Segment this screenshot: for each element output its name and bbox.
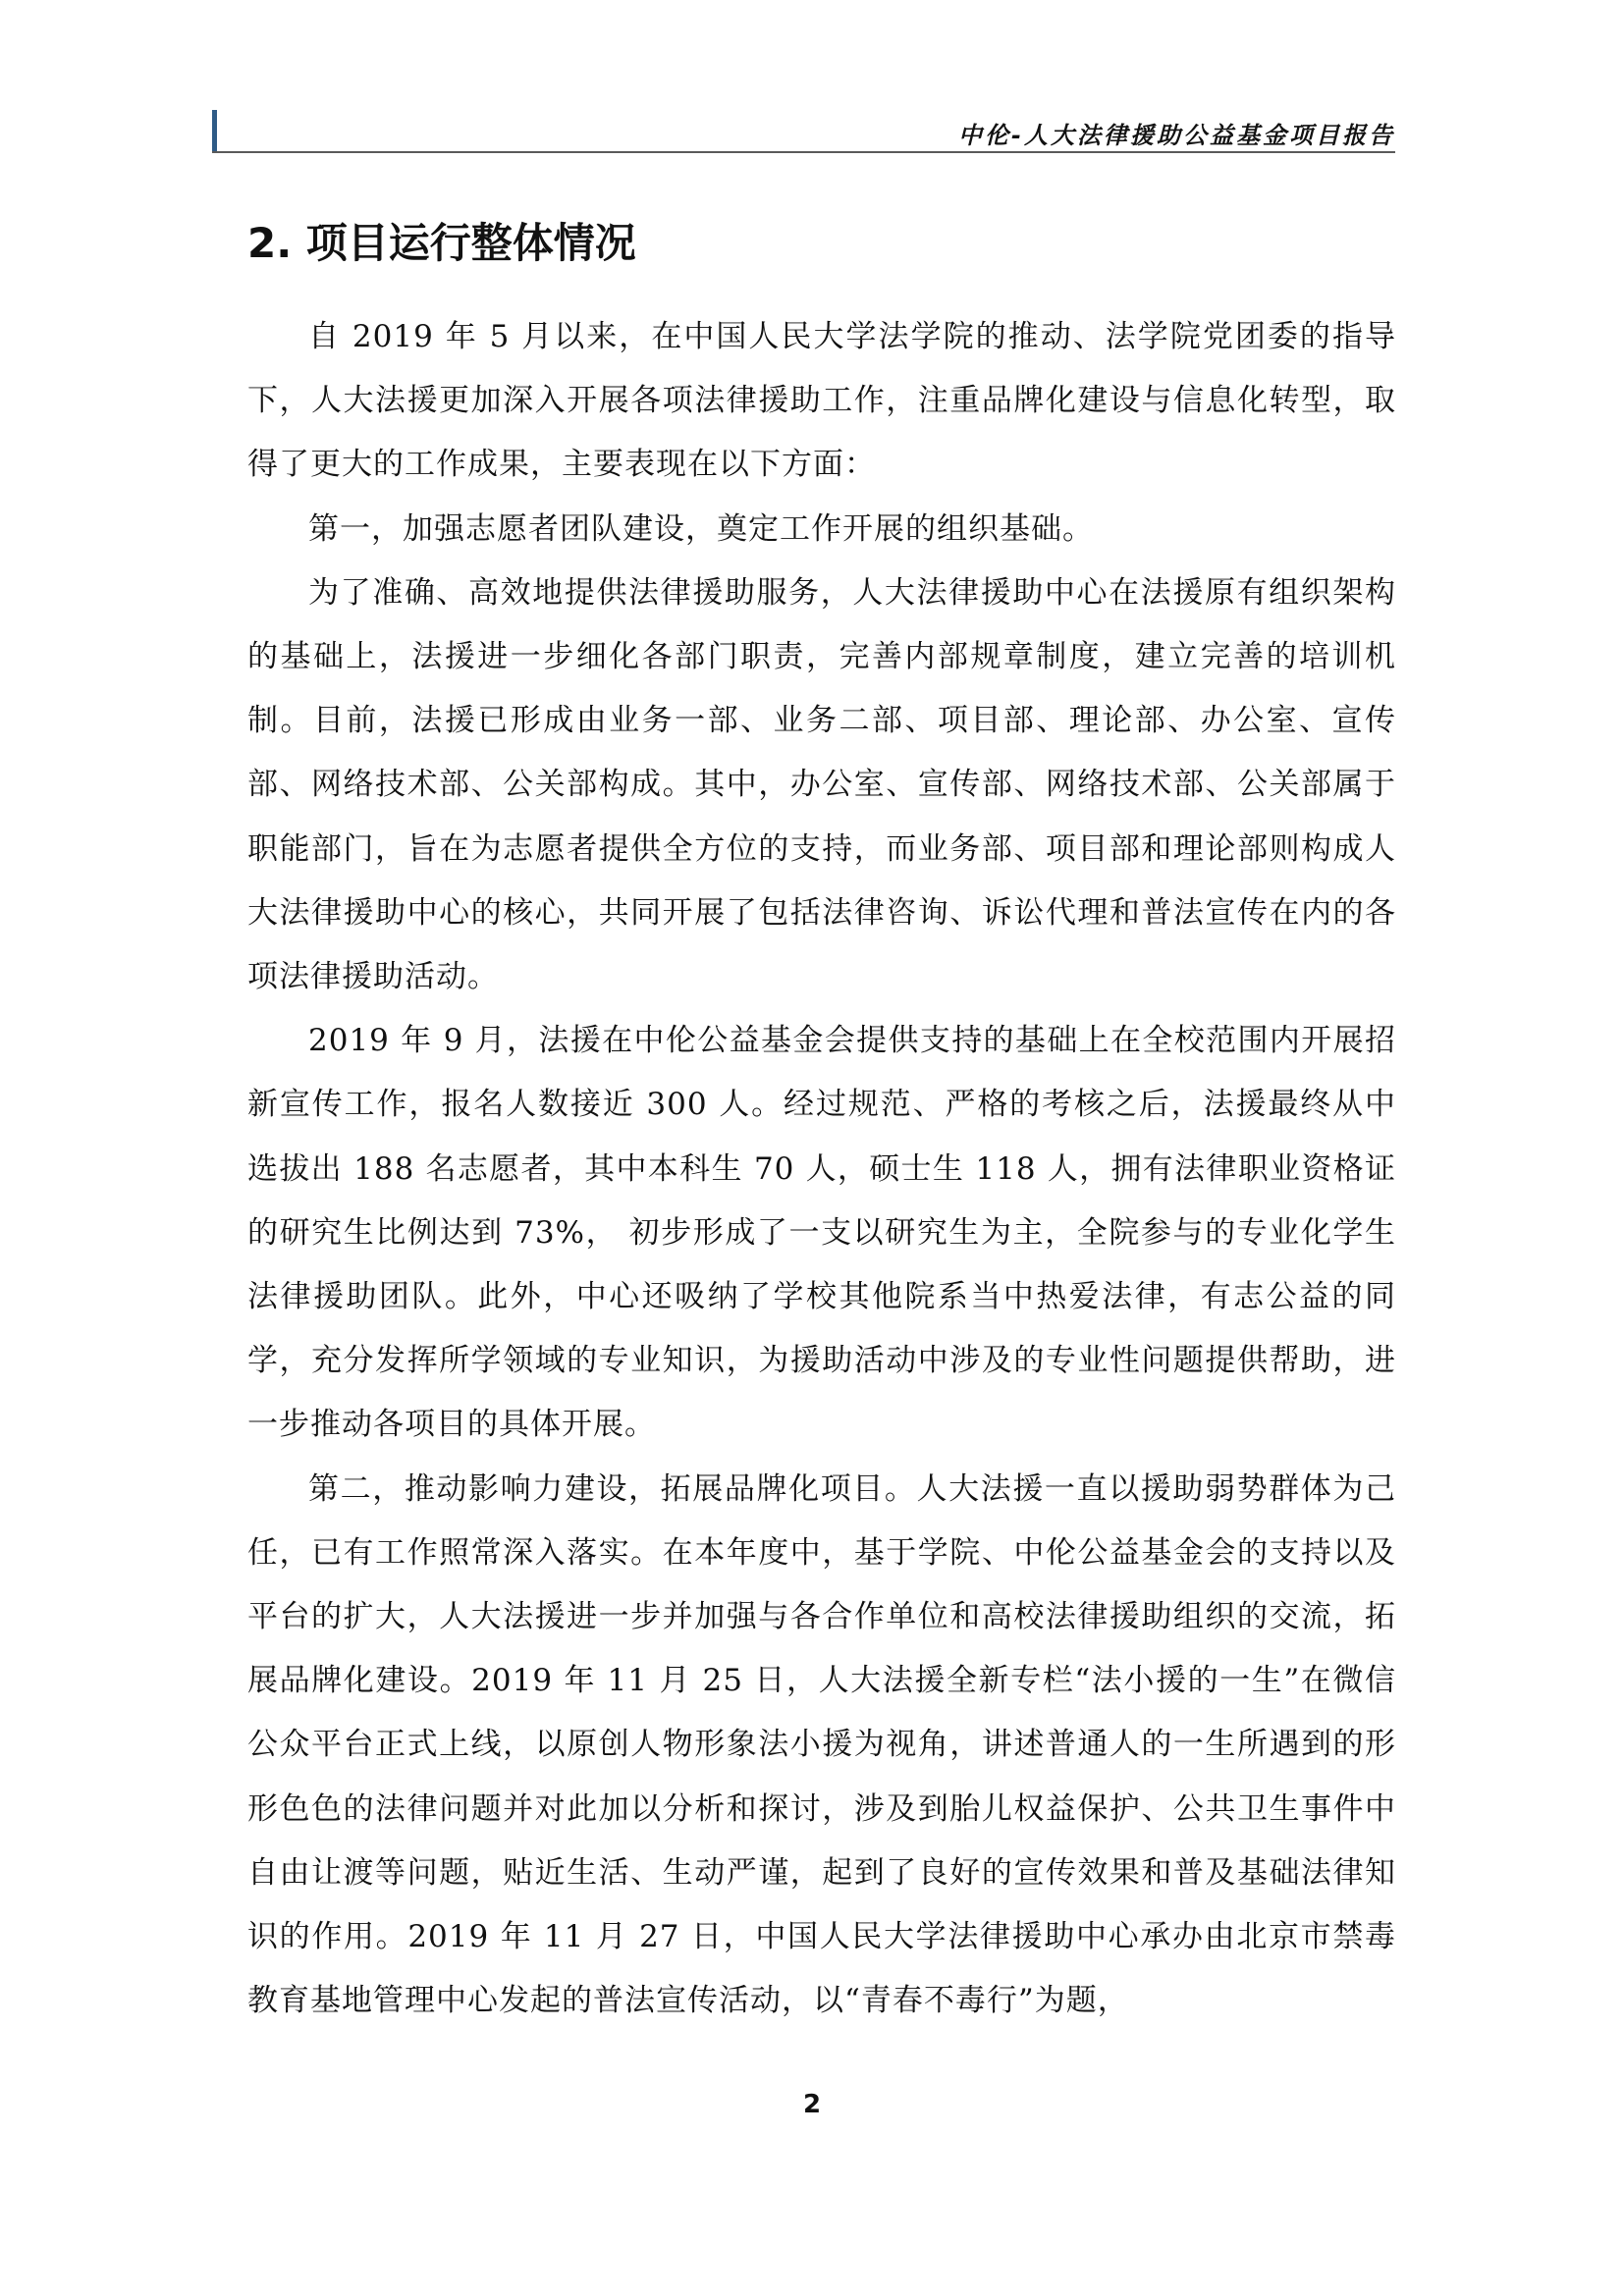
- paragraph-intro: 自 2019 年 5 月以来，在中国人民大学法学院的推动、法学院党团委的指导下，人大法援更加深入开展各项法律援助工作，注重品牌化建设与信息化转型，取得了更大的工作成果，主要表现在以下方面：: [247, 319, 1396, 483]
- header-divider: [212, 151, 1395, 153]
- body-text: [247, 305, 1396, 2033]
- paragraph-recruitment: 2019 年 9 月，法援在中伦公益基金会提供支持的基础上在全校范围内开展招新宣传工作，报名人数接近 300 人。经过规范、严格的考核之后，法援最终从中选拔出 188 名志愿者，其中本科生 70 人，硕士生 118 人，拥有法律职业资格证的研究生比例达到 73%， 初步形成了一支以研究生为主，全院参与的专业化学生法律援助团队。此外，中心还吸纳了学校其他院系当中热爱法律，有志公益的同学，充分发挥所学领域的专业知识，为援助活动中涉及的专业性问题提供帮助，进一步推动各项目的具体开展。: [247, 1023, 1396, 1443]
- header-title: 中伦-人大法律援助公益基金项目报告: [958, 122, 1395, 149]
- page-number: 2: [802, 2090, 822, 2119]
- paragraph-organization: 为了准确、高效地提供法律援助服务，人大法律援助中心在法援原有组织架构的基础上，法援进一步细化各部门职责，完善内部规章制度，建立完善的培训机制。目前，法援已形成由业务一部、业务二部、项目部、理论部、办公室、宣传部、网络技术部、公关部构成。其中，办公室、宣传部、网络技术部、公关部属于职能部门，旨在为志愿者提供全方位的支持，而业务部、项目部和理论部则构成人大法律援助中心的核心，共同开展了包括法律咨询、诉讼代理和普法宣传在内的各项法律援助活动。: [247, 574, 1396, 995]
- paragraph-point-two: 第二，推动影响力建设，拓展品牌化项目。人大法援一直以援助弱势群体为己任，已有工作照常深入落实。在本年度中，基于学院、中伦公益基金会的支持以及平台的扩大，人大法援进一步并加强与各合作单位和高校法律援助组织的交流，拓展品牌化建设。2019 年 11 月 25 日，人大法援全新专栏“法小援的一生”在微信公众平台正式上线，以原创人物形象法小援为视角，讲述普通人的一生所遇到的形形色色的法律问题并对此加以分析和探讨，涉及到胎儿权益保护、公共卫生事件中自由让渡等问题，贴近生活、生动严谨，起到了良好的宣传效果和普及基础法律知识的作用。2019 年 11 月 27 日，中国人民大学法律援助中心承办由北京市禁毒教育基地管理中心发起的普法宣传活动，以“青春不毒行”为题，: [247, 1470, 1396, 2019]
- header-accent-bar: [212, 110, 217, 151]
- page-header: [212, 110, 1395, 153]
- section-title: 2. 项目运行整体情况: [247, 219, 636, 267]
- paragraph-point-one: 第一，加强志愿者团队建设，奠定工作开展的组织基础。: [308, 510, 1094, 547]
